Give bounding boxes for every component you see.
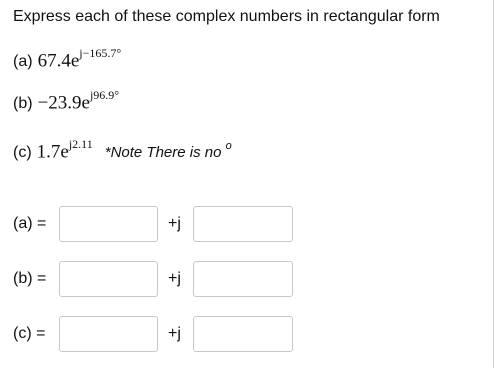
answer-c-label: (c) = — [13, 325, 46, 342]
part-b-expression — [38, 90, 120, 114]
part-a — [13, 48, 121, 72]
part-c-coefficient: 1.7 — [36, 141, 61, 163]
part-b-exponent: j96.9° — [89, 88, 120, 102]
answer-b-imaginary-input[interactable] — [193, 261, 293, 297]
part-c-expression — [37, 139, 93, 163]
degree-symbol-note: o — [225, 140, 232, 153]
part-a-coefficient: 67.4 — [37, 50, 71, 72]
part-b-label: (b) — [13, 95, 33, 113]
answer-b-plus-j: +j — [168, 270, 181, 287]
part-c-note — [105, 142, 232, 161]
answer-b-real-input[interactable] — [59, 261, 158, 297]
part-b-coefficient: −23.9 — [37, 92, 82, 114]
part-c-note-text: *Note There is no — [104, 144, 222, 162]
answer-c-plus-j: +j — [168, 325, 181, 342]
question-title: Express each of these complex numbers in rectangular form — [13, 8, 440, 25]
answer-row-a — [0, 206, 494, 242]
answer-b-label: (b) = — [13, 270, 47, 287]
part-c-base: e — [60, 141, 69, 163]
part-a-expression — [38, 48, 122, 72]
part-b — [13, 90, 119, 114]
answer-c-real-input[interactable] — [59, 316, 158, 352]
answer-c-imaginary-input[interactable] — [193, 316, 293, 352]
part-c — [13, 139, 232, 163]
answer-a-imaginary-input[interactable] — [193, 206, 293, 242]
answer-a-real-input[interactable] — [59, 206, 158, 242]
answer-a-plus-j: +j — [168, 215, 181, 232]
part-c-label: (c) — [13, 144, 32, 162]
answer-a-label: (a) = — [13, 215, 47, 232]
answer-row-c — [0, 316, 494, 352]
part-c-exponent: j2.11 — [68, 137, 93, 151]
part-a-base: e — [70, 50, 80, 72]
part-a-exponent: j−165.7° — [79, 46, 122, 60]
part-b-base: e — [81, 92, 90, 114]
answer-row-b — [0, 261, 494, 297]
part-a-label: (a) — [13, 53, 33, 71]
